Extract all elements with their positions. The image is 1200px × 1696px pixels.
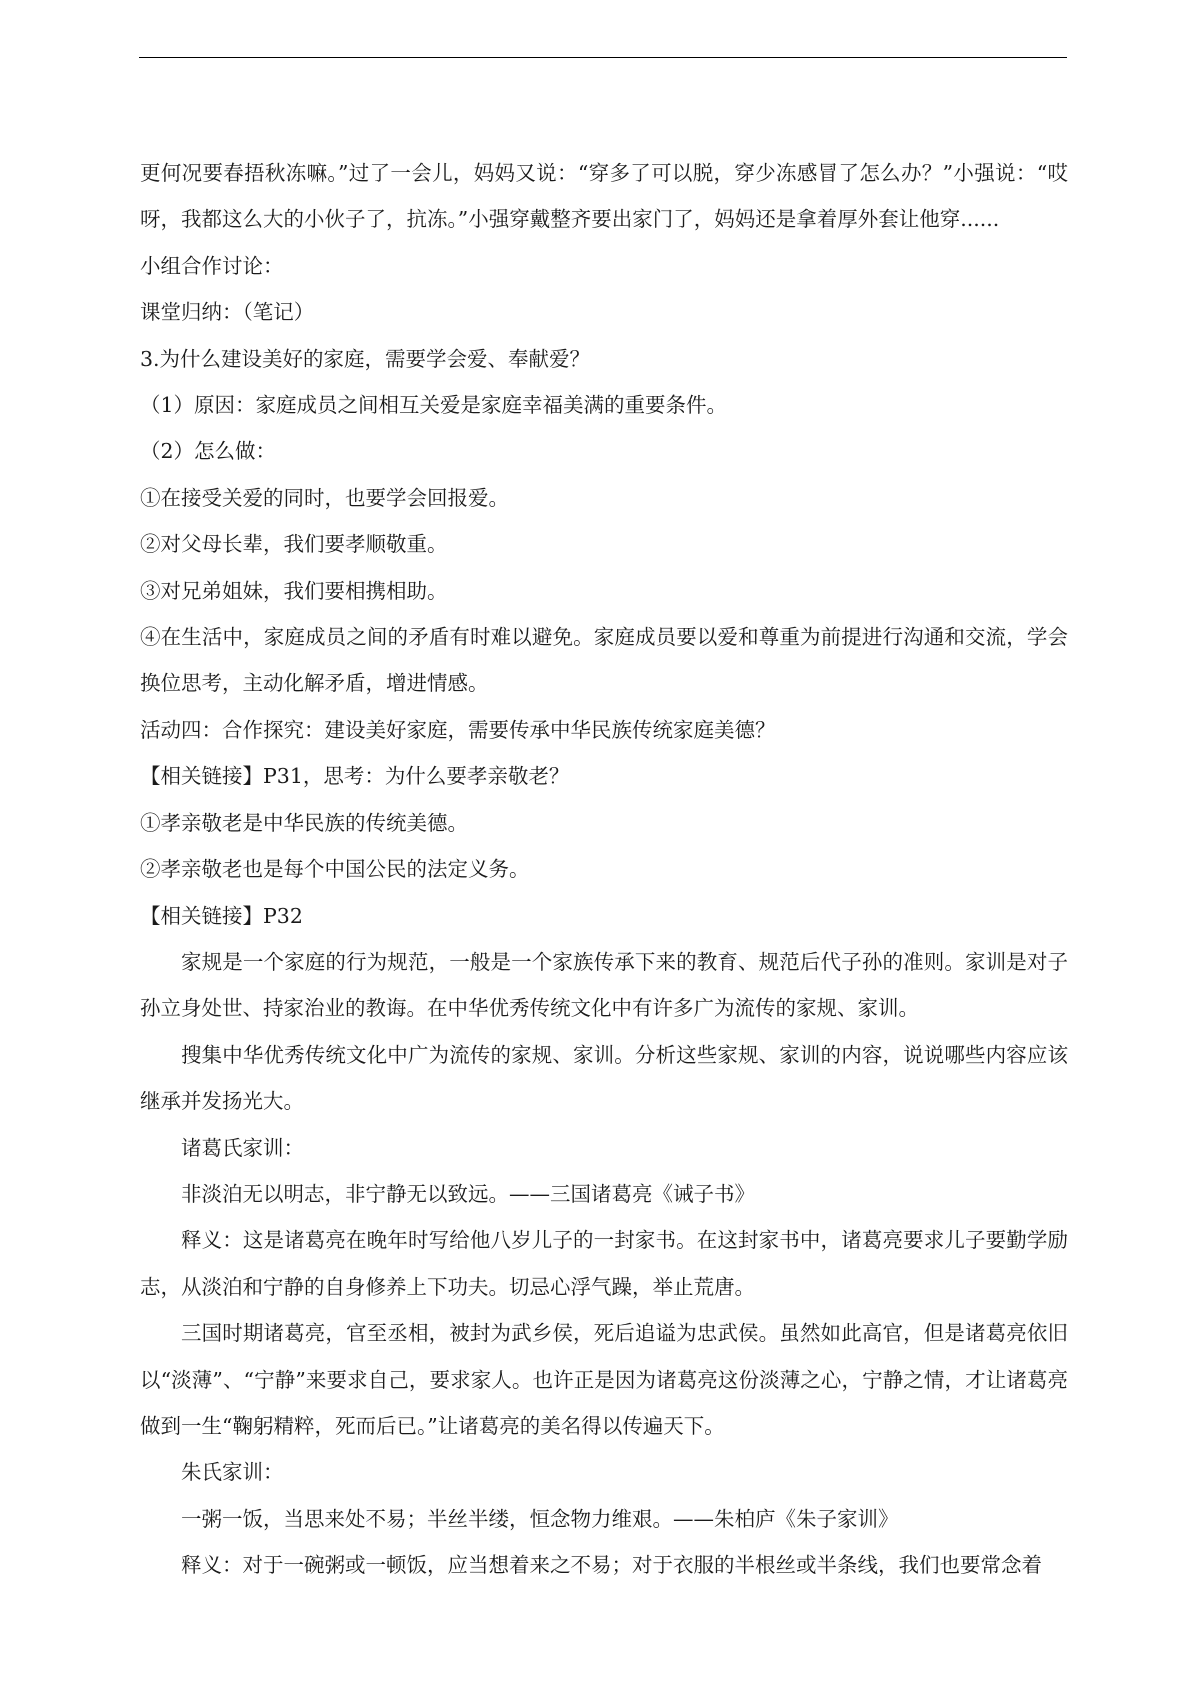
related-link-p32: 【相关链接】P32: [140, 903, 303, 928]
zhuge-story: 三国时期诸葛亮，官至丞相，被封为武乡侯，死后追谥为忠武侯。虽然如此高官，但是诸葛亮依旧以“淡薄”、“宁静”来要求自己，要求家人。也许正是因为诸葛亮这份淡薄之心，宁静之情，才让诸葛亮做到一生“鞠躬精粹，死而后已。”让诸葛亮的美名得以传遍天下。: [140, 1321, 1068, 1438]
how-to-heading: （2）怎么做：: [140, 439, 277, 464]
list-item: ③对兄弟姐妹，我们要相携相助。: [140, 578, 448, 603]
zhu-family-heading: 朱氏家训：: [181, 1460, 284, 1485]
list-item: ②对父母长辈，我们要孝顺敬重。: [140, 532, 448, 557]
document-body: [140, 150, 1068, 1589]
collect-rules-paragraph: 搜集中华优秀传统文化中广为流传的家规、家训。分析这些家规、家训的内容，说说哪些内容应该继承并发扬光大。: [140, 1042, 1068, 1114]
zhuge-quote: 非淡泊无以明志，非宁静无以致远。——三国诸葛亮《诫子书》: [181, 1181, 755, 1206]
zhuge-family-heading: 诸葛氏家训：: [181, 1135, 304, 1160]
list-item: ④在生活中，家庭成员之间的矛盾有时难以避免。家庭成员要以爱和尊重为前提进行沟通和交流，学会换位思考，主动化解矛盾，增进情感。: [140, 625, 1068, 696]
family-rules-paragraph: 家规是一个家庭的行为规范，一般是一个家族传承下来的教育、规范后代子孙的准则。家训是对子孙立身处世、持家治业的教诲。在中华优秀传统文化中有许多广为流传的家规、家训。: [140, 949, 1068, 1021]
zhu-explanation: 释义：对于一碗粥或一顿饭，应当想着来之不易；对于衣服的半根丝或半条线，我们也要常念着: [181, 1553, 1042, 1578]
story-continuation: 更何况要春捂秋冻嘛。”过了一会儿，妈妈又说：“穿多了可以脱，穿少冻感冒了怎么办？”小强说：“哎呀，我都这么大的小伙子了，抗冻。”小强穿戴整齐要出家门了，妈妈还是拿着厚外套让他穿......: [140, 161, 1068, 232]
list-item: ①孝亲敬老是中华民族的传统美德。: [140, 810, 468, 835]
reason-item: （1）原因：家庭成员之间相互关爱是家庭幸福美满的重要条件。: [140, 393, 728, 418]
list-item: ①在接受关爱的同时，也要学会回报爱。: [140, 485, 509, 510]
activity-4-heading: 活动四：合作探究：建设美好家庭，需要传承中华民族传统家庭美德？: [140, 717, 776, 742]
zhuge-explanation: 释义：这是诸葛亮在晚年时写给他八岁儿子的一封家书。在这封家书中，诸葛亮要求儿子要勤学励志，从淡泊和宁静的自身修养上下功夫。切忌心浮气躁，举止荒唐。: [140, 1228, 1068, 1299]
zhu-quote: 一粥一饭，当思来处不易；半丝半缕，恒念物力维艰。——朱柏庐《朱子家训》: [181, 1506, 899, 1531]
group-discussion-prompt: 小组合作讨论：: [140, 253, 284, 278]
class-summary-label: 课堂归纳：（笔记）: [140, 300, 315, 325]
related-link-p31: 【相关链接】P31，思考：为什么要孝亲敬老？: [140, 764, 570, 789]
header-rule: [139, 57, 1067, 58]
list-item: ②孝亲敬老也是每个中国公民的法定义务。: [140, 857, 530, 882]
question-3-heading: 3.为什么建设美好的家庭，需要学会爱、奉献爱？: [140, 346, 591, 371]
